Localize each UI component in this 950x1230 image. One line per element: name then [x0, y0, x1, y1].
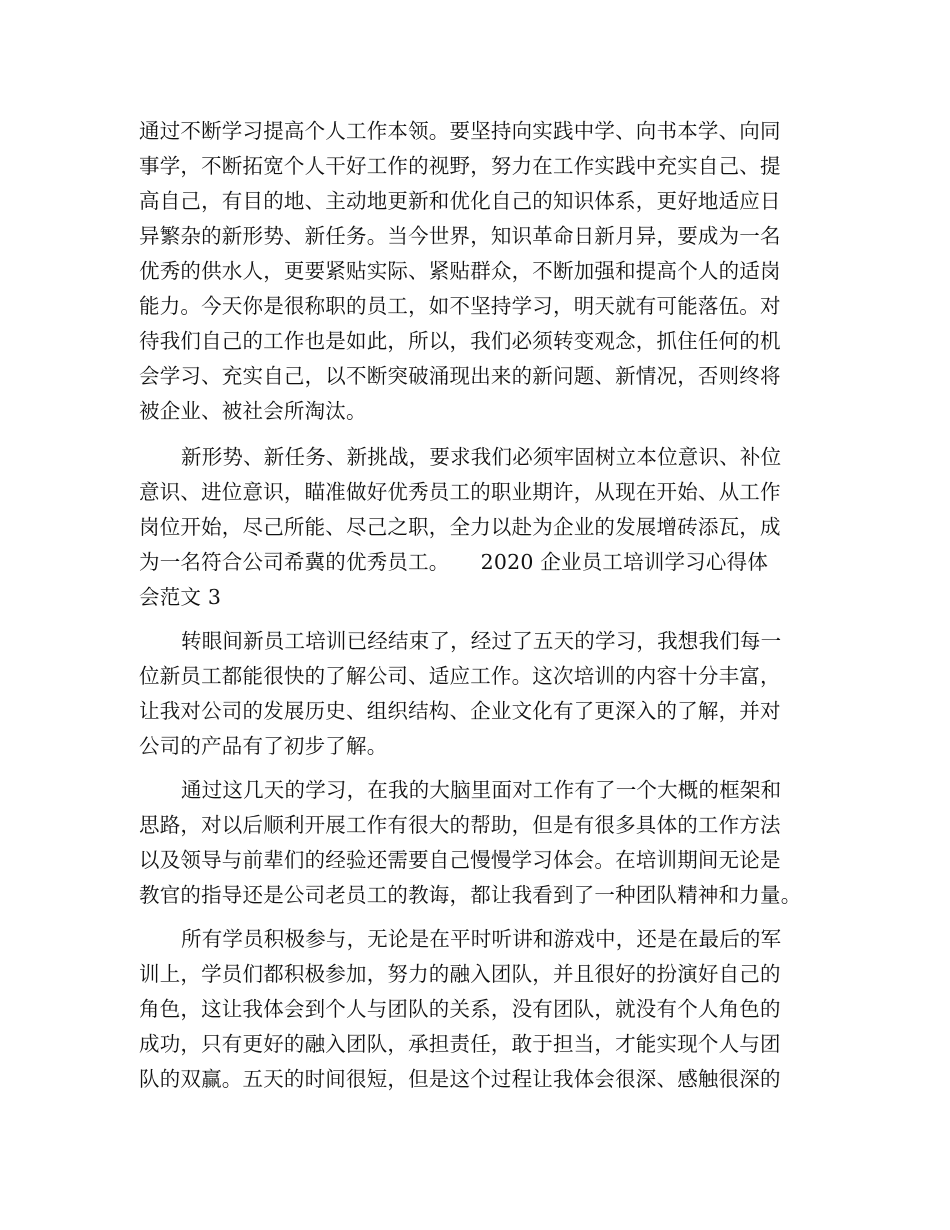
text-line: 教官的指导还是公司老员工的教诲，都让我看到了一种团队精神和力量。 [139, 883, 802, 907]
text-line: 通过不断学习提高个人工作本领。要坚持向实践中学、向书本学、向同 [139, 119, 781, 143]
text-line: 会范文 3 [139, 585, 222, 609]
paragraph-first-line: 转眼间新员工培训已经结束了，经过了五天的学习，我想我们每一 [181, 629, 782, 653]
text-line: 意识、进位意识，瞄准做好优秀员工的职业期许，从现在开始、从工作 [139, 480, 781, 504]
text-line: 队的双赢。五天的时间很短，但是这个过程让我体会很深、感触很深的 [139, 1067, 781, 1091]
text-line: 为一名符合公司希冀的优秀员工。 2020 企业员工培训学习心得体 [139, 550, 769, 574]
text-line: 训上，学员们都积极参加，努力的融入团队，并且很好的扮演好自己的 [139, 962, 781, 986]
text-line: 岗位开始，尽己所能、尽己之职，全力以赴为企业的发展增砖添瓦，成 [139, 515, 781, 539]
text-line: 事学，不断拓宽个人干好工作的视野，努力在工作实践中充实自己、提 [139, 154, 781, 178]
text-line: 待我们自己的工作也是如此，所以，我们必须转变观念，抓住任何的机 [139, 329, 781, 353]
text-line: 位新员工都能很快的了解公司、适应工作。这次培训的内容十分丰富， [139, 664, 781, 688]
text-line: 以及领导与前辈们的经验还需要自己慢慢学习体会。在培训期间无论是 [139, 848, 781, 872]
text-line: 角色，这让我体会到个人与团队的关系，没有团队，就没有个人角色的 [139, 997, 781, 1021]
text-line: 异繁杂的新形势、新任务。当今世界，知识革命日新月异，要成为一名 [139, 224, 781, 248]
text-line: 能力。今天你是很称职的员工，如不坚持学习，明天就有可能落伍。对 [139, 294, 781, 318]
text-line: 成功，只有更好的融入团队，承担责任，敢于担当，才能实现个人与团 [139, 1032, 781, 1056]
text-line: 被企业、被社会所淘汰。 [139, 399, 367, 423]
text-line: 高自己，有目的地、主动地更新和优化自己的知识体系，更好地适应日 [139, 189, 781, 213]
text-line: 公司的产品有了初步了解。 [139, 734, 388, 758]
paragraph-first-line: 新形势、新任务、新挑战，要求我们必须牢固树立本位意识、补位 [181, 445, 782, 469]
text-line: 让我对公司的发展历史、组织结构、企业文化有了更深入的了解，并对 [139, 699, 781, 723]
text-line: 会学习、充实自己，以不断突破涌现出来的新问题、新情况，否则终将 [139, 364, 781, 388]
paragraph-first-line: 所有学员积极参与，无论是在平时听讲和游戏中，还是在最后的军 [181, 927, 782, 951]
text-line: 思路，对以后顺利开展工作有很大的帮助，但是有很多具体的工作方法 [139, 813, 781, 837]
text-line: 优秀的供水人，更要紧贴实际、紧贴群众，不断加强和提高个人的适岗 [139, 259, 781, 283]
paragraph-first-line: 通过这几天的学习，在我的大脑里面对工作有了一个大概的框架和 [181, 778, 782, 802]
